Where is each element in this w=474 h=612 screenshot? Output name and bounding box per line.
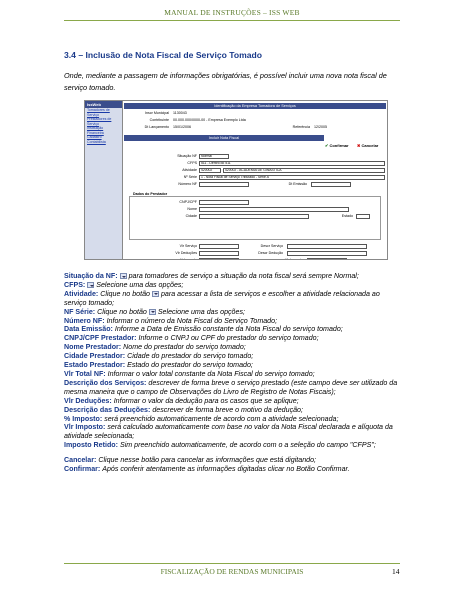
sidebar-item-tomadores[interactable]: Tomadores de Serviço [87, 108, 110, 117]
item-atividade [64, 290, 404, 308]
sidebar [85, 101, 123, 260]
pctimp-label: % Imposto [180, 258, 197, 260]
dropdown-icon [152, 291, 159, 297]
numero-label: Número NF [178, 182, 197, 186]
vlrded-field[interactable] [199, 251, 239, 256]
ref-value: 12/2005 [314, 125, 327, 129]
situacao-select[interactable]: Normal [199, 154, 229, 159]
dtlanc-value: 15/01/2006 [173, 125, 191, 129]
item-estado [64, 361, 404, 370]
item-vlr-total [64, 370, 404, 379]
numero-field[interactable] [199, 182, 249, 187]
form-screenshot [84, 100, 388, 260]
dtlanc-label: Dt Lançamento [144, 125, 169, 129]
header-rule [64, 20, 400, 21]
footer-rule [64, 563, 400, 564]
confirm-label: Confirmar [329, 143, 349, 148]
item-term: CFPS: [64, 280, 86, 289]
item-pct-imposto [64, 415, 404, 424]
atividade-label: Atividade [182, 168, 197, 172]
sidebar-item-instituicao[interactable]: Instituição Financeira [87, 126, 104, 135]
item-term: Confirmar: [64, 465, 101, 474]
cfps-select[interactable]: 511 - Dentro do 511 [199, 161, 385, 166]
item-desc: Informar o valor total constante da Nota Fiscal do serviço tomado; [107, 369, 315, 378]
sidebar-item-cadastro[interactable]: Cadastro [87, 135, 102, 139]
item-term: Atividade: [64, 289, 99, 298]
item-term: Vlr Total NF: [64, 369, 106, 378]
item-term: CNPJ/CPF Prestador: [64, 334, 137, 343]
serie-label: Nº Série [183, 175, 197, 179]
item-desc: Selecione uma das opções; [157, 307, 245, 316]
item-vlr-deducoes [64, 397, 404, 406]
contrib-label: Contribuinte [149, 118, 169, 122]
vlrserv-label: Vlr Serviço [179, 244, 197, 248]
item-desc: para tomadores de serviço a situação da nota fiscal será sempre Normal; [128, 272, 359, 280]
item-vlr-imposto [64, 423, 404, 441]
item-desc: Informe a Data de Emissão constante da Nota Fiscal do serviço tomado; [114, 325, 343, 334]
atividade-code-field[interactable]: 420002 [199, 168, 221, 173]
nome-field[interactable] [199, 207, 349, 212]
confirm-button[interactable]: ✔ Confirmar [325, 143, 349, 148]
item-desc: Selecione uma das opções; [96, 280, 184, 289]
item-desc: Informe o CNPJ ou CPF do prestador do serviço tomado; [138, 334, 319, 343]
atividade-select[interactable]: 420002 - ACADEMIA DE GINASTICA [223, 168, 385, 173]
descserv-field[interactable] [287, 244, 367, 249]
inc-bar: Incluir Nota Fiscal [124, 135, 324, 141]
descded-field[interactable] [287, 251, 367, 256]
item-desc: Informar o valor da dedução para os casos que se aplique; [113, 396, 299, 405]
intro-paragraph: Onde, mediante a passagem de informações obrigatórias, é possível incluir uma nova nota fiscal de serviço tomado. [64, 71, 387, 92]
estado-field[interactable] [356, 214, 370, 219]
situacao-label: Situação NF [177, 154, 197, 158]
item-term: Nome Prestador: [64, 343, 122, 352]
cancel-label: Cancelar [361, 143, 379, 148]
item-term: Imposto Retido: [64, 441, 118, 450]
item-term: Descrição dos Serviços: [64, 378, 147, 387]
page-header: MANUAL DE INSTRUÇÕES – ISS WEB [164, 8, 300, 17]
item-numero [64, 317, 404, 326]
inscr-value: 1130043 [173, 111, 187, 115]
pctimp-field: 0.01 [199, 258, 239, 260]
page-footer: FISCALIZAÇÃO DE RENDAS MUNICIPAIS [160, 567, 304, 576]
serie-select[interactable]: 1 - Nota Fiscal de Serviço Tributado - Série A [199, 175, 385, 180]
descserv-label: Descr Serviço [260, 244, 283, 248]
item-term: Situação da NF: [64, 272, 118, 280]
item-situacao [64, 272, 404, 281]
cfps-label: CFPS [187, 161, 197, 165]
descded-label: Descr Dedução [258, 251, 283, 255]
item-pre: Clique no botão [100, 289, 150, 298]
sidebar-item-prestadores[interactable]: Prestadores de Serviço [87, 117, 112, 126]
vlrimp-field [307, 258, 347, 260]
vlrded-label: Vlr Deduções [175, 251, 197, 255]
contrib-value: 00.000.000/0000-00 - Empresa Exemplo Ltda [173, 118, 246, 122]
item-term: Estado Prestador: [64, 361, 126, 370]
item-pre: Clique no botão [97, 307, 147, 316]
item-cfps [64, 281, 404, 290]
nome-label: Nome [187, 207, 197, 211]
item-desc: para acessar a lista de serviços e escolher a atividade relacionada ao serviço tomado; [64, 289, 380, 307]
cidade-field[interactable] [199, 214, 309, 219]
page-number: 14 [392, 567, 400, 576]
inscr-label: Inscr Municipal [145, 111, 169, 115]
vlrimp-label: Vlr Imposto [284, 258, 303, 260]
dropdown-icon [87, 282, 94, 288]
item-desc: Informar o número da Nota Fiscal do Serviço Tomado; [106, 316, 278, 325]
item-term: Descrição das Deduções: [64, 405, 151, 414]
item-desc: descrever de forma breve o serviço prestado (este campo deve ser utilizado da mesma maneira que o campo de Observações do Livro de Registro de Notas Fiscais); [64, 378, 398, 396]
item-confirmar [64, 465, 404, 474]
item-term: % Imposto: [64, 414, 103, 423]
item-desc-deducoes [64, 406, 404, 415]
item-cancelar [64, 456, 404, 465]
item-term: Data Emissão: [64, 325, 113, 334]
id-bar: Identificação da Empresa Tomadora de Serviços [124, 103, 386, 109]
item-nome [64, 343, 404, 352]
item-desc: Cidade do prestador do serviço tomado; [127, 352, 254, 361]
item-emissao [64, 325, 404, 334]
sidebar-item-contabilista[interactable]: Contabilista [87, 139, 106, 144]
item-desc: será calculado automaticamente com base no valor da Nota Fiscal declarada e alíquota da atividade selecionada; [64, 423, 393, 441]
item-desc: Estado do prestador do serviço tomado; [127, 361, 253, 370]
item-desc: será preenchido automaticamente de acordo com a atividade selecionada; [104, 414, 339, 423]
item-desc: Sim preenchido automaticamente, de acordo com o a seleção do campo "CFPS"; [119, 441, 376, 450]
item-term: Vlr Imposto: [64, 423, 106, 432]
item-term: Cancelar: [64, 456, 97, 465]
cidade-label: Cidade [185, 214, 197, 218]
item-desc: Após conferir atentamente as informações digitadas clicar no Botão Confirmar. [102, 465, 350, 474]
prestador-title: Dados do Prestador [133, 192, 168, 196]
item-imposto-retido [64, 441, 404, 450]
item-term: Cidade Prestador: [64, 352, 126, 361]
ref-label: Referência [292, 125, 310, 129]
cnpj-label: CNPJ/CPF [179, 200, 197, 204]
dropdown-icon [149, 309, 156, 315]
item-desc: Clique nesse botão para cancelar as informações que está digitando; [98, 456, 317, 465]
item-desc-servicos [64, 379, 404, 397]
emissao-field[interactable] [311, 182, 351, 187]
estado-label: Estado [341, 214, 353, 218]
sidebar-title: IssWeb [85, 101, 122, 108]
item-serie [64, 308, 404, 317]
section-title: 3.4 – Inclusão de Nota Fiscal de Serviço Tomado [64, 50, 263, 60]
item-cidade [64, 352, 404, 361]
item-desc: Nome do prestador do serviço tomado; [123, 343, 246, 352]
field-descriptions [64, 272, 404, 474]
item-term: Número NF: [64, 316, 105, 325]
vlrserv-field[interactable] [199, 244, 239, 249]
emissao-label: Dt Emissão [288, 182, 307, 186]
cancel-button[interactable]: ✖ Cancelar [357, 143, 379, 148]
cnpj-field[interactable] [199, 200, 249, 205]
dropdown-icon [120, 273, 127, 279]
item-desc: descrever de forma breve o motivo da dedução; [152, 405, 303, 414]
item-term: NF Série: [64, 307, 96, 316]
item-term: Vlr Deduções: [64, 396, 112, 405]
item-cnpj [64, 334, 404, 343]
